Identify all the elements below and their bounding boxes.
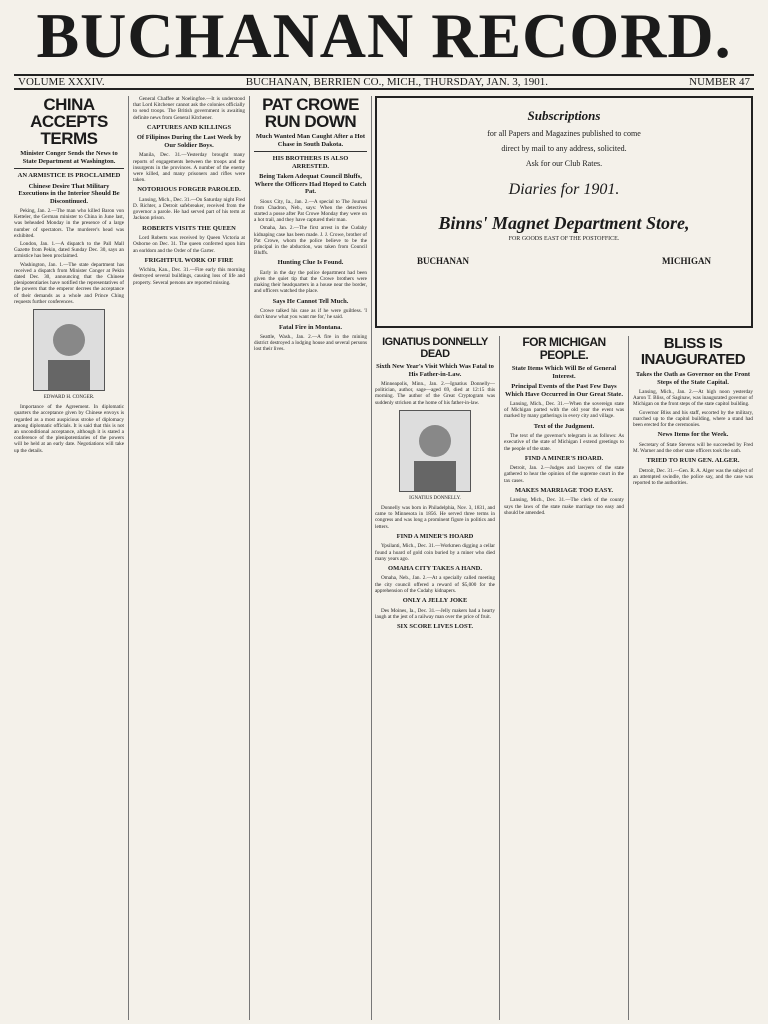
masthead [0, 0, 768, 72]
column-2 [133, 96, 245, 1020]
ad-diaries: Diaries for 1901. [508, 181, 620, 198]
column-5 [504, 336, 624, 1020]
article-paragraph: Lord Roberts was received by Queen Victoria at Osborne on Dec. 31. The queen conferred upon him an earldom and the Order of the Garter. [133, 235, 245, 254]
article-paragraph: General Chaffee at Noelingfoe.—It is understood that Lord Kitchener cannot ask the colonies officially to send troops. The British government is awaiting definite news from General Kitchener. [133, 96, 245, 121]
article-paragraph: Omaha, Neb., Jan. 2.—At a specially called meeting the city council offered a reward of $5,000 for the apprehension of the Cudahy kidnapers. [375, 575, 495, 594]
caption: IGNATIUS DONNELLY. [409, 495, 461, 501]
article-paragraph: Crowe talked his case as if he were guiltless. 'I don't know what you want me for,' he said. [254, 308, 367, 321]
column-rule [249, 96, 250, 1020]
ad-state: MICHIGAN [662, 256, 711, 266]
article-paragraph: Omaha, Jan. 2.—The first arrest in the Cudahy kidnaping case has been made. J. J. Crowe, brother of Pat Crowe, whom the police believe to be the principal in the abduction, was taken from Council Bluffs. [254, 225, 367, 257]
article-paragraph: Early in the day the police department had been given the quiet tip that the Crowe brothers were making their headquarters in a house near the border, and officers watched the place. [254, 269, 367, 295]
article-paragraph: Seattle, Wash., Jan. 2.—A fire in the mining district destroyed a lodging house and several persons lost their lives. [254, 334, 367, 353]
subhead: Being Taken Adequat Council Bluffs, Where the Officers Had Hoped to Catch Pat. [254, 173, 367, 195]
subhead: MAKES MARRIAGE TOO EASY. [514, 486, 614, 494]
article-paragraph: Ypsilanti, Mich., Dec. 31.—Workmen digging a cellar found a hoard of gold coin buried by a miner who died many years ago. [375, 543, 495, 562]
subhead: Minister Conger Sends the News to State Department at Washington. [20, 150, 118, 165]
ad-city: BUCHANAN [417, 256, 470, 266]
subhead: Takes the Oath as Governor on the Front Steps of the State Capital. [635, 371, 751, 386]
headline-donnelly: IGNATIUS DONNELLY DEAD [382, 336, 488, 360]
subhead: ONLY A JELLY JOKE [402, 597, 468, 605]
article-paragraph: Lansing, Mich., Jan. 2.—At high noon yesterday Aaron T. Bliss, of Saginaw, was inaugurated governor of Michigan on the front steps of the state capitol building. [633, 389, 753, 408]
article-paragraph: Manila, Dec. 31.—Yesterday brought many reports of engagements between the troops and the insurgents in the provinces. A number of the enemy were killed, and many prisoners and rifles were taken. [133, 152, 245, 184]
article-paragraph: Detroit, Dec. 31.—Gen. R. A. Alger was the subject of an attempted swindle, the police say, and the case was reported to the authorities. [633, 467, 753, 487]
volume: VOLUME XXXIV. [18, 76, 105, 88]
column-6 [633, 336, 753, 1020]
article-paragraph: Importance of the Agreement. In diplomatic quarters the acceptance given by Chinese envoys is regarded as a most auspicious stroke of diplomacy among diplomatic officials. It is said that this is not an unconditional acceptance, although it is stated a conference of the plenipotentiaries of the powers will be held at an early date. Negotiations will take up the details. [14, 404, 124, 454]
ad-line: for all Papers and Magazines published to come [487, 129, 641, 138]
subhead: CAPTURES AND KILLINGS [146, 123, 232, 131]
dateline [14, 74, 754, 90]
newspaper-title: BUCHANAN RECORD. [36, 0, 732, 71]
article-paragraph: Peking, Jan. 2.—The man who killed Baron von Ketteler, the German minister to China in June last, was beheaded Monday in the presence of a large number of spectators. The murderer's head was exhibited. [14, 208, 124, 239]
column-4 [375, 336, 495, 1020]
ad-line: Ask for our Club Rates. [525, 159, 603, 168]
subhead: FIND A MINER'S HOARD. [524, 454, 604, 462]
subhead: AN ARMISTICE IS PROCLAIMED [17, 172, 121, 179]
article-paragraph: Secretary of State Stevens will be succeeded by Fred M. Warner and the other state officers took the oath. [633, 441, 753, 454]
subhead: FIND A MINER'S HOARD [396, 532, 474, 540]
subhead: Says He Cannot Tell Much. [272, 297, 349, 305]
article-paragraph: Donnelly was born in Philadelphia, Nov. 3, 1831, and came to Minnesota in 1856. He served three terms in congress and was long a prominent figure in politics and letters. [375, 505, 495, 530]
article-paragraph: Washington, Jan. 1.—The state department has received a dispatch from Minister Conger at Pekin dated Dec. 30, announcing that the Chinese plenipotentiaries have notified the representatives of the powers that the emperor decrees the acceptance of their demands as a whole and Prince Ching requests further conferences. [14, 261, 124, 305]
subhead: Hunting Clue Is Found. [277, 259, 344, 267]
ad-tagline: FOR GOODS EAST OF THE POSTOFFICE. [508, 236, 620, 242]
article-paragraph: Lansing, Mich., Dec. 31.—The clerk of the county says the laws of the state make marriage too easy and should be amended. [504, 497, 624, 516]
subhead: News Items for the Week. [657, 431, 729, 439]
ad-location [377, 256, 751, 266]
column-rule [371, 96, 372, 1020]
article-paragraph: Des Moines, Ia., Dec. 31.—Jelly makers had a hearty laugh at the jest of a railway man over the price of fruit. [375, 607, 495, 620]
column-rule [628, 336, 629, 1020]
issue-number: NUMBER 47 [689, 76, 750, 88]
headline-michigan: FOR MICHIGAN PEOPLE. [522, 336, 606, 362]
portrait-icon [34, 310, 104, 390]
article-paragraph: The text of the governor's telegram is as follows: As executive of the state of Michigan I extend greetings to the people of the state. [504, 433, 624, 452]
subhead: Fatal Fire in Montana. [278, 323, 343, 331]
article-paragraph: Detroit, Jan. 2.—Judges and lawyers of the state gathered to hear the opinion of the supreme court in the tax cases. [504, 465, 624, 484]
column-3 [254, 96, 367, 1020]
headline-china: CHINA ACCEPTS TERMS [30, 96, 108, 148]
caption: EDWARD H. CONGER. [43, 395, 95, 401]
ad-title: Subscriptions [527, 108, 601, 123]
subhead: SIX SCORE LIVES LOST. [396, 622, 474, 630]
article-paragraph: London, Jan. 1.—A dispatch to the Pall Mall Gazette from Pekin, dated Sunday Dec. 30, says an armistice has been proclaimed. [14, 241, 124, 260]
subhead: Sixth New Year's Visit Which Was Fatal to His Father-in-Law. [376, 363, 494, 378]
ad-store: Binns' Magnet Department Store, [438, 213, 690, 233]
subhead: TRIED TO RUIN GEN. ALGER. [646, 457, 740, 465]
article-paragraph: Lansing, Mich., Dec. 31.—When the sovereign state of Michigan parted with the old year the event was marked by many gatherings in every city and village. [504, 401, 624, 420]
column-rule [128, 96, 129, 1020]
ad-line: direct by mail to any address, solicited. [501, 144, 627, 153]
portrait-image [33, 309, 105, 391]
subhead: Chinese Desire That Military Executions in the Interior Should Be Discontinued. [18, 182, 120, 205]
subhead: State Items Which Will Be of General Interest. [511, 365, 617, 380]
column-1 [14, 96, 124, 1020]
subhead: HIS BROTHERS IS ALSO ARRESTED. [272, 155, 349, 170]
portrait-icon [400, 411, 470, 491]
subhead: FRIGHTFUL WORK OF FIRE [144, 256, 234, 264]
subscriptions-ad [375, 96, 753, 328]
article-paragraph: Minneapolis, Minn., Jan. 2.—Ignatius Donnelly—politician, author, sage—aged 69, died at 12:15 this morning. The author of the Great Cryptogram was suddenly stricken at the home of his father-in-law. [375, 381, 495, 406]
article-paragraph: Wichita, Kan., Dec. 31.—Fire early this morning destroyed several buildings, causing loss of life and property. Several persons are reported missing. [133, 267, 245, 286]
article-paragraph: Lansing, Mich., Dec. 31.—On Saturday night Fred D. Richter, a Detroit safebreaker, received from the governor a parole. He had served part of his term at Jackson prison. [133, 196, 245, 222]
headline-crowe: PAT CROWE RUN DOWN [262, 96, 359, 131]
subhead: OMAHA CITY TAKES A HAND. [388, 564, 482, 572]
subhead: Much Wanted Man Caught After a Hot Chase in South Dakota. [255, 133, 366, 148]
column-rule [499, 336, 500, 1020]
portrait-image [399, 410, 471, 492]
subhead: NOTORIOUS FORGER PAROLED. [137, 186, 241, 194]
subhead: Principal Events of the Past Few Days Which Have Occurred in Our Great State. [505, 383, 623, 398]
headline-bliss: BLISS IS INAUGURATED [640, 336, 746, 368]
article-paragraph: Governor Bliss and his staff, escorted by the military, marched up to the capitol building, where a stand had been erected for the ceremonies. [633, 409, 753, 429]
article-paragraph: Sioux City, Ia., Jan. 2.—A special to The Journal from Chadron, Neb., says: When the detectives started a posse after Pat Crowe Monday they were on a hot trail, and they have captured their man. [254, 198, 367, 224]
subhead: Text of the Judgment. [533, 422, 595, 430]
place-date: BUCHANAN, BERRIEN CO., MICH., THURSDAY, JAN. 3, 1901. [245, 76, 549, 88]
subhead: ROBERTS VISITS THE QUEEN [142, 224, 236, 232]
subhead: Of Filipinos During the Last Week by Our Soldier Boys. [136, 134, 242, 149]
